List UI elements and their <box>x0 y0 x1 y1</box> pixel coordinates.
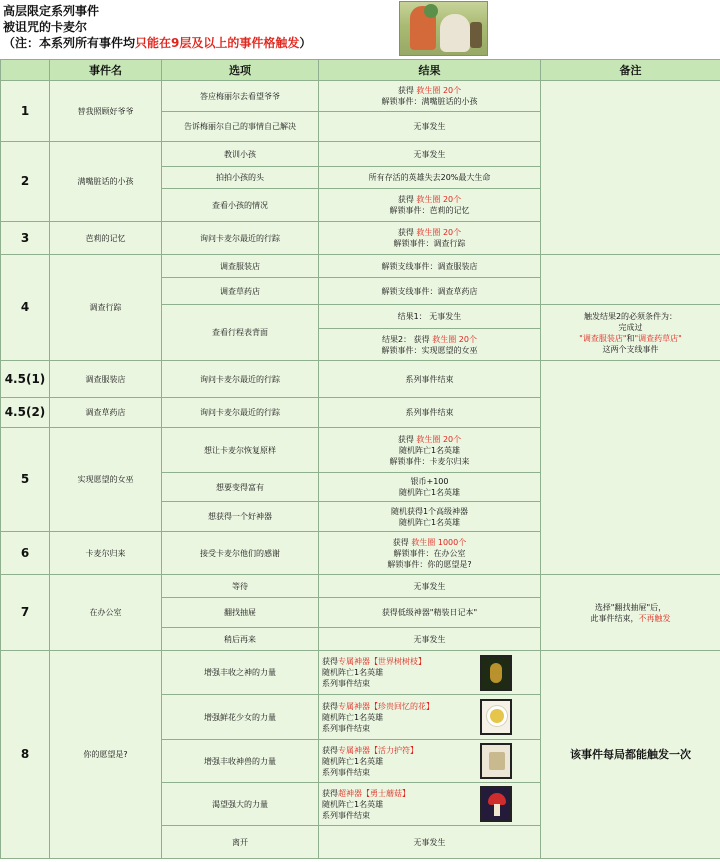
result-cell: 获得 救生圈 20个 解锁事件：芭莉的记忆 <box>319 189 541 222</box>
result-cell: 无事发生 <box>319 112 541 142</box>
event-name: 实现愿望的女巫 <box>50 428 162 532</box>
option-cell: 翻找抽屉 <box>162 598 319 628</box>
option-cell: 增强鲜花少女的力量 <box>162 695 319 740</box>
note-cell <box>541 361 720 575</box>
event-name: 调查草药店 <box>50 398 162 428</box>
result-cell: 获得 救生圈 20个 解锁事件：调查行踪 <box>319 222 541 255</box>
option-cell: 渴望强大的力量 <box>162 783 319 826</box>
result-cell: 获得超神器【勇士蘑菇】 随机阵亡1名英雄 系列事件结束 <box>319 783 541 826</box>
option-cell: 调查服装店 <box>162 255 319 278</box>
option-cell: 离开 <box>162 826 319 859</box>
warrior-mushroom-artifact <box>480 786 512 822</box>
event-illustration-image <box>399 1 488 56</box>
result-cell: 所有存活的英雄失去20%最大生命 <box>319 167 541 189</box>
option-cell: 等待 <box>162 575 319 598</box>
result-cell: 获得低级神器"精装日记本" <box>319 598 541 628</box>
event-number: 4.5(2) <box>1 398 50 428</box>
col-header-result: 结果 <box>319 60 541 81</box>
world-tree-branch-artifact <box>480 655 512 691</box>
series-notice: （注：本系列所有事件均只能在9层及以上的事件格触发） <box>3 36 312 50</box>
note-cell-result2-condition: 触发结果2的必须条件为： 完成过 "调查服装店"和"调查药草店" 这两个支线事件 <box>541 305 720 361</box>
event-number: 2 <box>1 142 50 222</box>
note-cell <box>541 81 720 255</box>
option-cell: 询问卡麦尔最近的行踪 <box>162 222 319 255</box>
option-cell: 查看行程表背面 <box>162 305 319 361</box>
result-cell: 系列事件结束 <box>319 398 541 428</box>
event-number: 6 <box>1 532 50 575</box>
table-row <box>1 255 720 278</box>
result-cell: 随机获得1个高级神器 随机阵亡1名英雄 <box>319 502 541 532</box>
option-cell: 增强丰收之神的力量 <box>162 651 319 695</box>
result-cell: 解锁支线事件：调查服装店 <box>319 255 541 278</box>
option-cell: 稍后再来 <box>162 628 319 651</box>
event-number: 7 <box>1 575 50 651</box>
result-cell: 系列事件结束 <box>319 361 541 398</box>
option-cell: 询问卡麦尔最近的行踪 <box>162 398 319 428</box>
table-header-row <box>1 60 720 81</box>
option-cell: 告诉梅丽尔自己的事情自己解决 <box>162 112 319 142</box>
notice-highlight: 只能在9层及以上的事件格触发 <box>135 36 300 50</box>
sheet-header <box>0 0 720 58</box>
result-cell: 获得专属神器【珍贵回忆的花】 随机阵亡1名英雄 系列事件结束 <box>319 695 541 740</box>
note-cell-event8: 该事件每局都能触发一次 <box>541 651 720 859</box>
event-number: 5 <box>1 428 50 532</box>
series-title: 高层限定系列事件 <box>3 4 100 18</box>
note-cell <box>541 255 720 305</box>
event-name: 调查行踪 <box>50 255 162 361</box>
option-cell: 想获得一个好神器 <box>162 502 319 532</box>
note-cell-event7: 选择"翻找抽屉"后， 此事件结束，不再触发 <box>541 575 720 651</box>
event-number: 1 <box>1 81 50 142</box>
col-header-note: 备注 <box>541 60 720 81</box>
option-cell: 拍拍小孩的头 <box>162 167 319 189</box>
option-cell: 答应梅丽尔去看望爷爷 <box>162 81 319 112</box>
series-subtitle: 被诅咒的卡麦尔 <box>3 20 88 34</box>
event-table <box>0 59 720 859</box>
event-name: 在办公室 <box>50 575 162 651</box>
option-cell: 询问卡麦尔最近的行踪 <box>162 361 319 398</box>
option-cell: 想让卡麦尔恢复原样 <box>162 428 319 473</box>
event-name: 替我照顾好爷爷 <box>50 81 162 142</box>
table-row <box>1 361 720 398</box>
option-cell: 教训小孩 <box>162 142 319 167</box>
result-cell: 无事发生 <box>319 142 541 167</box>
option-cell: 想要变得富有 <box>162 473 319 502</box>
result-cell: 获得 救生圈 20个 解锁事件：满嘴脏话的小孩 <box>319 81 541 112</box>
precious-memory-flower-artifact <box>480 699 512 735</box>
col-header-number <box>1 60 50 81</box>
result-cell: 获得 救生圈 1000个 解锁事件：在办公室 解锁事件：你的愿望是? <box>319 532 541 575</box>
table-row <box>1 575 720 598</box>
result-cell: 结果1： 无事发生 <box>319 305 541 329</box>
option-cell: 调查草药店 <box>162 278 319 305</box>
table-row <box>1 651 720 695</box>
event-name: 你的愿望是? <box>50 651 162 859</box>
result-cell: 获得专属神器【世界树树枝】 随机阵亡1名英雄 系列事件结束 <box>319 651 541 695</box>
result-cell: 无事发生 <box>319 575 541 598</box>
option-cell: 查看小孩的情况 <box>162 189 319 222</box>
result-cell: 结果2： 获得 救生圈 20个 解锁事件：实现愿望的女巫 <box>319 329 541 361</box>
result-cell: 解锁支线事件：调查草药店 <box>319 278 541 305</box>
result-cell: 获得 救生圈 20个 随机阵亡1名英雄 解锁事件：卡麦尔归来 <box>319 428 541 473</box>
result-cell: 无事发生 <box>319 826 541 859</box>
event-name: 芭莉的记忆 <box>50 222 162 255</box>
option-cell: 增强丰收神兽的力量 <box>162 740 319 783</box>
table-row <box>1 81 720 112</box>
event-name: 卡麦尔归来 <box>50 532 162 575</box>
event-number: 4 <box>1 255 50 361</box>
event-number: 3 <box>1 222 50 255</box>
event-name: 调查服装店 <box>50 361 162 398</box>
col-header-event: 事件名 <box>50 60 162 81</box>
result-cell: 银币+100 随机阵亡1名英雄 <box>319 473 541 502</box>
event-name: 满嘴脏话的小孩 <box>50 142 162 222</box>
vitality-amulet-artifact <box>480 743 512 779</box>
result-cell: 无事发生 <box>319 628 541 651</box>
col-header-option: 选项 <box>162 60 319 81</box>
event-number: 4.5(1) <box>1 361 50 398</box>
result-cell: 获得专属神器【活力护符】 随机阵亡1名英雄 系列事件结束 <box>319 740 541 783</box>
option-cell: 接受卡麦尔他们的感谢 <box>162 532 319 575</box>
event-number: 8 <box>1 651 50 859</box>
